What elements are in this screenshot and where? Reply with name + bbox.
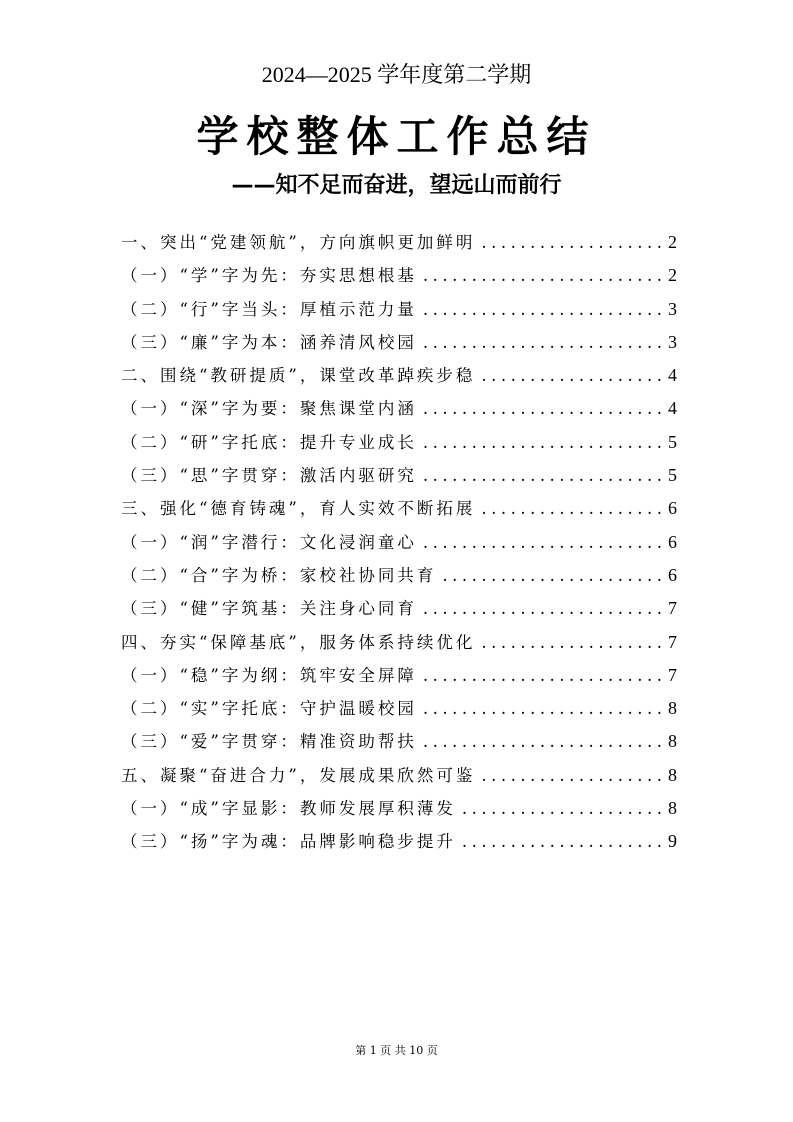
toc-page-number: 7: [668, 631, 677, 652]
toc-page-number: 6: [668, 564, 677, 585]
dot-leader: [423, 528, 662, 558]
toc-page-number: 2: [668, 232, 677, 252]
toc-page-number: 3: [668, 331, 677, 352]
toc-page-number: 3: [668, 298, 677, 319]
dot-leader: [481, 361, 662, 391]
toc-entry-label: （三）“健”字筑基：关注身心同育: [121, 599, 417, 619]
toc-subsection-entry[interactable]: [121, 726, 677, 759]
dot-leader: [423, 594, 662, 624]
toc-page-number: 7: [668, 598, 677, 619]
toc-entry-label: （一）“稳”字为纲：筑牢安全屏障: [121, 665, 417, 685]
toc-section-entry[interactable]: [121, 227, 677, 260]
dot-leader: [423, 328, 662, 358]
document-title: 学校整体工作总结: [196, 112, 597, 161]
semester-heading: 2024—2025 学年度第二学期: [261, 62, 532, 87]
document-subtitle: ——知不足而奋进，望远山而前行: [231, 173, 562, 198]
toc-entry-label: （一）“成”字显影：教师发展厚积薄发: [121, 799, 456, 819]
toc-entry-label: （三）“思”字贯穿：激活内驱研究: [121, 466, 417, 486]
table-of-contents: [121, 227, 677, 860]
toc-page-number: 4: [668, 365, 677, 386]
toc-page-number: 8: [668, 764, 677, 785]
dot-leader: [462, 827, 662, 857]
toc-subsection-entry[interactable]: [121, 793, 677, 826]
toc-section-entry[interactable]: [121, 493, 677, 526]
dot-leader: [423, 295, 662, 325]
toc-entry-label: （一）“学”字为先：夯实思想根基: [121, 266, 417, 286]
toc-page-number: 5: [668, 465, 677, 486]
toc-entry-label: 五、凝聚“奋进合力”，发展成果欣然可鉴: [121, 765, 476, 785]
toc-entry-label: 二、围绕“教研提质”，课堂改革踔疾步稳: [121, 366, 476, 386]
toc-subsection-entry[interactable]: [121, 294, 677, 327]
dot-leader: [423, 661, 662, 691]
dot-leader: [481, 494, 662, 524]
toc-entry-label: （三）“廉”字为本：涵养清风校园: [121, 332, 417, 352]
toc-page-number: 4: [668, 398, 677, 419]
toc-subsection-entry[interactable]: [121, 560, 677, 593]
toc-subsection-entry[interactable]: [121, 826, 677, 859]
dot-leader: [481, 228, 662, 258]
toc-page-number: 8: [668, 731, 677, 752]
toc-section-entry[interactable]: [121, 760, 677, 793]
toc-entry-label: （二）“合”字为桥：家校社协同共育: [121, 565, 437, 585]
toc-page-number: 7: [668, 664, 677, 685]
toc-entry-label: （一）“深”字为要：聚焦课堂内涵: [121, 399, 417, 419]
toc-page-number: 2: [668, 265, 677, 286]
toc-page-number: 8: [668, 698, 677, 719]
toc-subsection-entry[interactable]: [121, 460, 677, 493]
dot-leader: [423, 461, 662, 491]
toc-subsection-entry[interactable]: [121, 527, 677, 560]
toc-page-number: 6: [668, 498, 677, 519]
toc-entry-label: （三）“爱”字贯穿：精准资助帮扶: [121, 732, 417, 752]
toc-entry-label: （二）“实”字托底：守护温暖校园: [121, 699, 417, 719]
toc-subsection-entry[interactable]: [121, 427, 677, 460]
dot-leader: [481, 761, 662, 791]
toc-entry-label: （二）“行”字当头：厚植示范力量: [121, 299, 417, 319]
dot-leader: [462, 794, 662, 824]
toc-subsection-entry[interactable]: [121, 260, 677, 293]
toc-subsection-entry[interactable]: [121, 393, 677, 426]
dot-leader: [423, 261, 662, 291]
page-footer: 第 1 页 共 10 页: [355, 1044, 438, 1057]
dot-leader: [423, 428, 662, 458]
toc-entry-label: （三）“扬”字为魂：品牌影响稳步提升: [121, 832, 456, 852]
toc-subsection-entry[interactable]: [121, 660, 677, 693]
toc-page-number: 9: [668, 831, 677, 852]
toc-entry-label: 四、夯实“保障基底”，服务体系持续优化: [121, 632, 476, 652]
toc-entry-label: 三、强化“德育铸魂”，育人实效不断拓展: [121, 499, 476, 519]
toc-page-number: 8: [668, 798, 677, 819]
dot-leader: [481, 628, 662, 658]
dot-leader: [423, 694, 662, 724]
toc-subsection-entry[interactable]: [121, 693, 677, 726]
toc-subsection-entry[interactable]: [121, 327, 677, 360]
toc-entry-label: （一）“润”字潜行：文化浸润童心: [121, 532, 417, 552]
toc-entry-label: 一、突出“党建领航”，方向旗帜更加鲜明: [121, 233, 476, 252]
dot-leader: [423, 727, 662, 757]
dot-leader: [423, 394, 662, 424]
toc-section-entry[interactable]: [121, 360, 677, 393]
toc-subsection-entry[interactable]: [121, 593, 677, 626]
toc-page-number: 6: [668, 531, 677, 552]
toc-entry-label: （二）“研”字托底：提升专业成长: [121, 432, 417, 452]
toc-section-entry[interactable]: [121, 627, 677, 660]
toc-page-number: 5: [668, 431, 677, 452]
dot-leader: [442, 561, 662, 591]
